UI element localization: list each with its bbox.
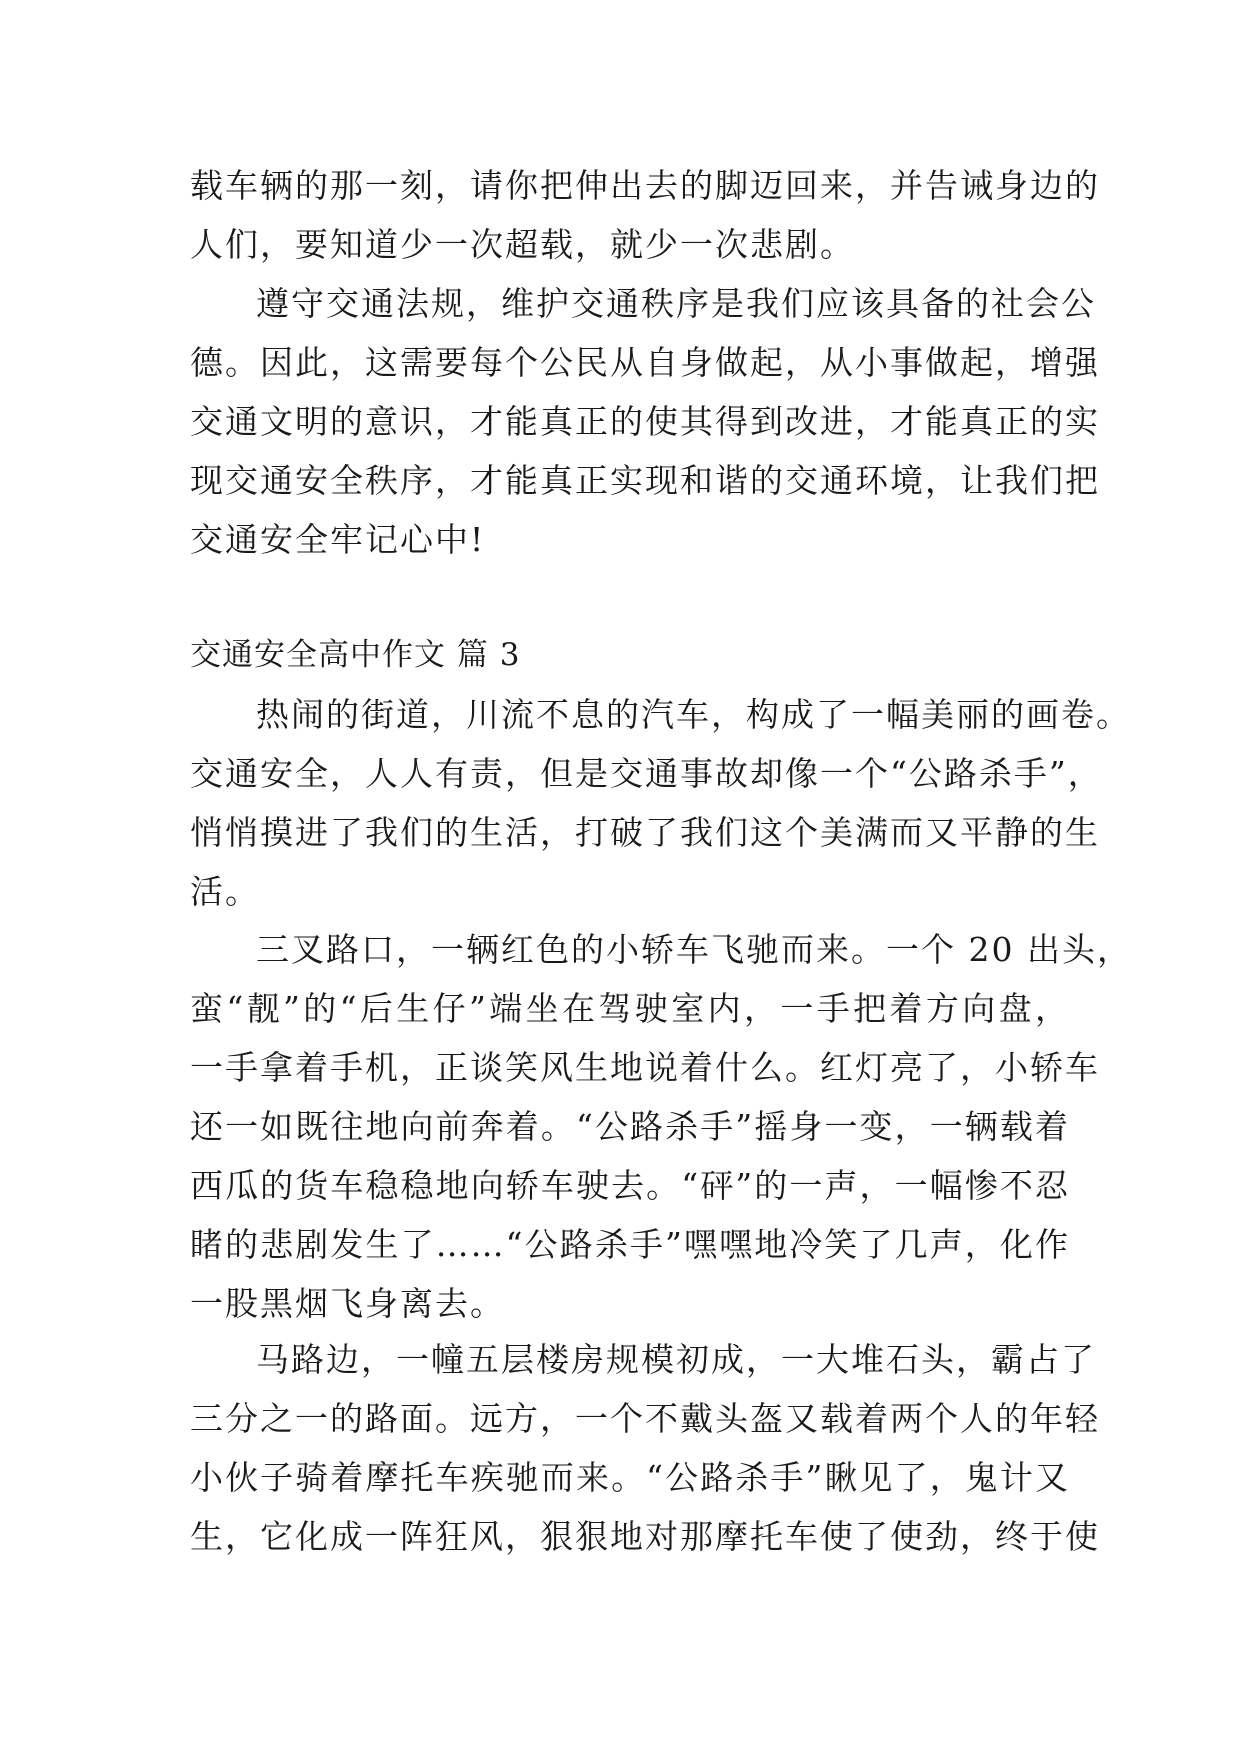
paragraph-traffic-rules (190, 274, 1100, 569)
text-line: 三分之一的路面。远方，一个不戴头盔又载着两个人的年轻 (190, 1399, 1100, 1438)
text-line: 马路边，一幢五层楼房规模初成，一大堆石头，霸占了 (256, 1340, 1096, 1379)
text-line: 交通安全牢记心中! (190, 520, 486, 559)
text-line: 人们，要知道少一次超载，就少一次悲剧。 (190, 225, 855, 264)
text-line: 一手拿着手机，正谈笑风生地说着什么。红灯亮了，小轿车 (190, 1048, 1100, 1087)
text-line: 载车辆的那一刻，请你把伸出去的脚迈回来，并告诫身边的 (190, 166, 1100, 205)
text-line: 遵守交通法规，维护交通秩序是我们应该具备的社会公 (256, 284, 1096, 323)
text-line: 一股黑烟飞身离去。 (190, 1284, 505, 1323)
paragraph-continuation (190, 156, 1100, 274)
text-line: 德。因此，这需要每个公民从自身做起，从小事做起，增强 (190, 343, 1100, 382)
text-line: 交通安全，人人有责，但是交通事故却像一个“公路杀手”， (190, 754, 1103, 793)
paragraph-street (190, 685, 1131, 921)
text-line: 还一如既往地向前奔着。“公路杀手”摇身一变，一辆载着 (190, 1107, 1070, 1146)
text-line: 交通文明的意识，才能真正的使其得到改进，才能真正的实 (190, 402, 1100, 441)
paragraph-crossroad (190, 920, 1132, 1333)
paragraph-roadside (190, 1330, 1100, 1566)
text-line: 活。 (190, 872, 260, 911)
text-line: 生，它化成一阵狂风，狠狠地对那摩托车使了使劲，终于使 (190, 1517, 1100, 1556)
text-line: 热闹的街道，川流不息的汽车，构成了一幅美丽的画卷。 (256, 695, 1131, 734)
text-line: 三叉路口，一辆红色的小轿车飞驰而来。一个 20 出头， (256, 930, 1132, 969)
text-line: 蛮“靓”的“后生仔”端坐在驾驶室内，一手把着方向盘， (190, 989, 1070, 1028)
text-line: 小伙子骑着摩托车疾驰而来。“公路杀手”瞅见了，鬼计又 (190, 1458, 1070, 1497)
text-line: 西瓜的货车稳稳地向轿车驶去。“砰”的一声，一幅惨不忍 (190, 1166, 1070, 1205)
text-line: 悄悄摸进了我们的生活，打破了我们这个美满而又平静的生 (190, 813, 1100, 852)
section-heading: 交通安全高中作文 篇 3 (190, 637, 521, 673)
text-line: 睹的悲剧发生了……“公路杀手”嘿嘿地冷笑了几声，化作 (190, 1225, 1070, 1264)
text-line: 现交通安全秩序，才能真正实现和谐的交通环境，让我们把 (190, 461, 1100, 500)
